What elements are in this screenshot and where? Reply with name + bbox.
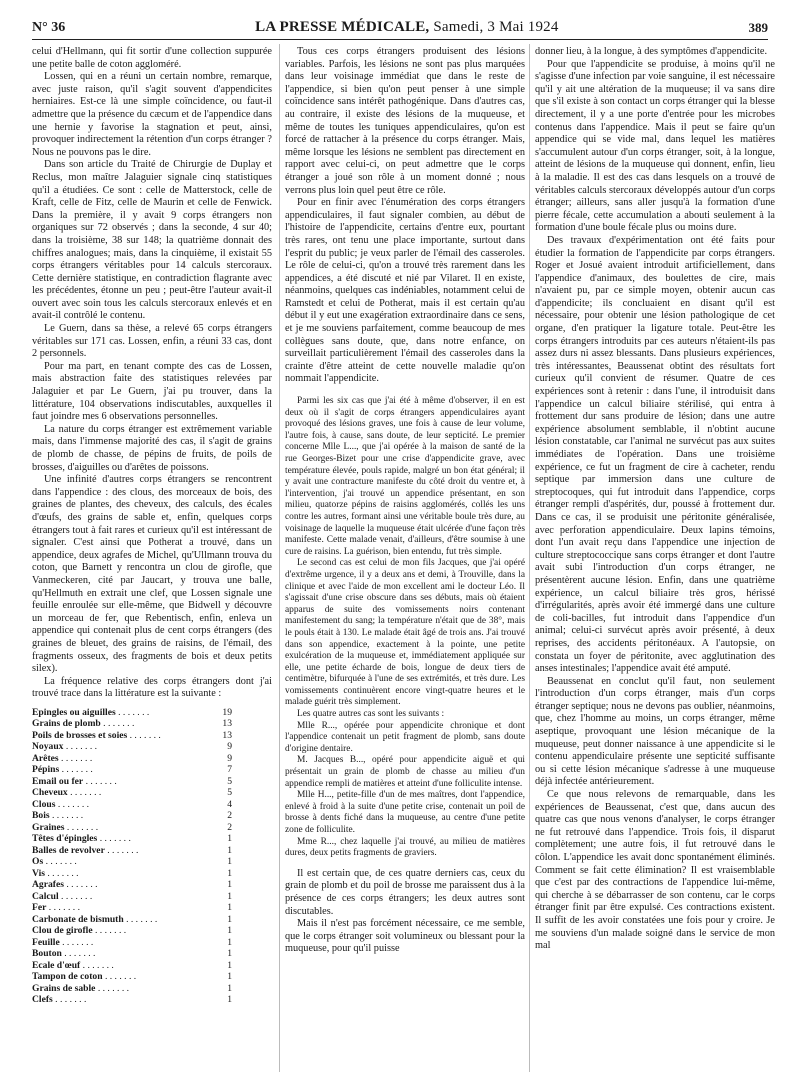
journal-title: LA PRESSE MÉDICALE, [255,19,430,35]
paragraph: La fréquence relative des corps étrangers dont j'ai trouvé trace dans la littérature est la suivante : [32,675,272,700]
table-cell-label: Noyaux . . . . . . . [32,741,98,753]
table-cell-label: Bouton . . . . . . . [32,948,96,960]
paragraph: Pour en finir avec l'énumération des corps étrangers appendiculaires, il faut signaler combien, au début de l'histoire de l'appendicite, certains d'entre eux, pourtant très rares, ont tenu une place importante, surtout dans l'esprit du public; je veux parler de l'émail des casseroles. Le rôle de celui-ci, qu'on a trouvé très rarement dans les appendices, a été discuté et nié par Vilaret. Il en existe, néanmoins, quelques cas indéniables, notamment celui de Ramstedt et celui de Potherat, mais il est certain qu'au début il y eut une exagération extraordinaire dans ce sens, et je me souviens parfaitement, comme beaucoup de mes collègues sans doute, que, dans notre enfance, on surveillait particulièrement l'émail des casseroles dans la crainte d'être atteint de cette nouvelle maladie qu'on nommait l'appendicite. [285,197,525,385]
table-cell-label: Os . . . . . . . [32,856,77,868]
table-cell-count: 1 [227,925,232,937]
leader-dots: . . . . . . . [58,890,93,902]
case-paragraph: Mlle R..., opérée pour appendicite chronique et dont l'appendice contenait un petit fragment de plomb, sans doute d'origine dentaire. [285,720,525,754]
paragraph: Des travaux d'expérimentation ont été faits pour étudier la formation de l'appendicite par corps étrangers. Roger et Josué avaient introduit artificiellement, dans l'appendice d'animaux, des boulettes de cire, mais n'avaient pu, par ce simple moyen, obtenir aucun cas d'appendicite; ils concluaient en disant qu'il est nécessaire, pour obtenir une lésion pathologique de cet organe, d'en pratiquer la ligature totale. Peut-être les corps étrangers introduits par ces auteurs n'étaient-ils pas assez durs ni assez blessants. Dans plusieurs expériences, très intéressantes, Beaussenat obtint des résultats fort curieux qu'il convient de résumer. Quatre de ces expériences sont à retenir : dans l'une, il introduisit dans l'appendice un calcul biliaire stérilisé, qui entra à frottement dur sans produire de lésion; dans une autre expérience absolument semblable, il n'obtint aucune lésion constatable, car l'animal ne survécut pas aux suites immédiates de l'opération. Dans une troisième expérience, ce fut un fragment de cire à cacheter, rendu septique par immersion dans une culture de streptocoques, qui fut introduit dans l'appendice, corps étranger rempli d'aspérités, dur, poussé à frottement dur. Dans ce cas, il se produisit une péritonite généralisée, avec perforation appendiculaire. Deux lapins témoins, dont l'un avait reçu dans l'appendice une injection de culture streptococcique sans corps étranger et dont l'autre avait subi l'introduction d'un corps étranger, ne présentèrent aucune lésion. Enfin, dans une quatrième expérience, un calcul biliaire très gros, hérissé d'irrégularités, après avoir été immergé dans une culture de coli-bacilles, fut introduit dans l'appendice d'un animal; celui-ci survécut après avoir présenté, à deux reprises, des accidents péritonéaux. A l'autopsie, on constata un foyer de péritonite, avec agglutination des anses intestinales; l'appendice avait été amputé. [535,234,775,675]
leader-dots: . . . . . . . [55,798,90,810]
table-cell-count: 1 [227,833,232,845]
case-paragraph: M. Jacques B..., opéré pour appendicite aiguë et qui présentait un grain de plomb de chasse au milieu d'un appendice rempli de matières et atteint d'une folliculite intense. [285,755,525,789]
column-right [535,46,775,953]
table-cell-count: 1 [227,879,232,891]
leader-dots: . . . . . . . [44,867,79,879]
table-cell-count: 7 [227,764,232,776]
table-cell-count: 1 [227,959,232,971]
table-cell-label: Tampon de coton . . . . . . . [32,971,137,983]
table-row [32,787,232,799]
table-row [32,776,232,788]
table-cell-count: 1 [227,913,232,925]
column-left [32,46,272,1006]
case-reports [285,396,525,860]
table-cell-count: 1 [227,948,232,960]
leader-dots: . . . . . . . [59,764,93,776]
paragraph: Mais il n'est pas forcément nécessaire, ce me semble, que le corps étranger soit volumineux ou blessant pour la muqueuse, pour qu'il puisse [285,918,525,955]
table-cell-label: Clous . . . . . . . [32,798,90,810]
leader-dots: . . . . . . . [80,959,114,971]
issue-number: N° 36 [32,20,66,35]
table-cell-label: Balles de revolver . . . . . . . [32,844,139,856]
table-cell-count: 13 [222,718,232,730]
paragraph: Une infinité d'autres corps étrangers se rencontrent dans l'appendice : des clous, des morceaux de bois, des graines de plantes, des cheveux, des calculs, des écales d'œufs, des grains de sable et, enfin, quelques corps étrangers tout à fait rares et curieux qu'il est intéressant de signaler. C'est ainsi que Potherat a trouvé, dans un appendice, deux agrafes de Michel, qu'Ullmann trouva du coton, que Barnett y rencontra un clou de girofle, que Vanmeckeren, cité par Jaucart, y trouva une balle, qu'Hellmuth en extrait une clef, que Lossen signale une feuille enroulée sur elle-même, que Bidwell y découvre un morceau de fer, que Rebentisch, enfin, enleva un appendice qui contenait plus de cent corps étrangers (des graines de bleuet, des grains de raisins, de l'émail, des fragments osseux, des fragments de bois et deux petits silex). [32,474,272,675]
leader-dots: . . . . . . . [52,994,87,1006]
table-cell-label: Graines . . . . . . . [32,821,99,833]
leader-dots: . . . . . . . [102,971,137,983]
table-cell-count: 1 [227,890,232,902]
leader-dots: . . . . . . . [127,729,161,741]
table-cell-label: Cheveux . . . . . . . [32,787,102,799]
table-cell-label: Pépins . . . . . . . [32,764,93,776]
table-row [32,983,232,995]
table-cell-count: 2 [227,810,232,822]
table-cell-count: 13 [222,729,232,741]
leader-dots: . . . . . . . [63,741,98,753]
table-row [32,833,232,845]
table-cell-label: Grains de sable . . . . . . . [32,982,130,994]
leader-dots: . . . . . . . [115,706,150,718]
paragraph: Dans son article du Traité de Chirurgie de Duplay et Reclus, mon maître Jalaguier signale cinq statistiques qu'il a étudiées. Ce sont : celle de Matterstock, celle de Kraft, celle de Fitz, celle de Maurin et celle de Fenwick. Dans la première, il y avait 9 corps étrangers non organiques sur 72 observés ; dans la seconde, 4 sur 40; dans la troisième, 38 sur 148; la quatrième donnait des chiffres analogues; mais, dans la cinquième, il existait 55 corps étrangers véritables pour 14 calculs stercoraux. Cette dernière statistique, en contradiction flagrante avec les précédentes, étonne un peu ; peut-être l'auteur avait-il ouvert avec soin tous les calculs stercoraux enlevés et en avait-il contrôlé le contenu. [32,159,272,322]
table-cell-label: Carbonate de bismuth . . . . . . . [32,913,158,925]
table-cell-label: Ecale d'œuf . . . . . . . [32,959,114,971]
table-cell-label: Grains de plomb . . . . . . . [32,718,135,730]
paragraph: La nature du corps étranger est extrêmement variable mais, dans l'immense majorité des cas, il s'agit de grains de plomb de chasse, de pépins de fruits, de poils de brosses, d'aiguilles ou d'arêtes de poissons. [32,423,272,473]
table-cell-count: 4 [227,798,232,810]
table-row [32,914,232,926]
leader-dots: . . . . . . . [64,821,99,833]
table-row [32,925,232,937]
table-row [32,971,232,983]
table-cell-count: 1 [227,994,232,1006]
case-paragraph: Mme R..., chez laquelle j'ai trouvé, au milieu de matières dures, deux petits fragments de graviers. [285,836,525,859]
table-row [32,994,232,1006]
table-cell-count: 1 [227,844,232,856]
paragraph: Ce que nous relevons de remarquable, dans les expériences de Beaussenat, c'est que, dans aucun des quatre cas que nous venons d'analyser, le corps étranger ne fut retrouvé dans l'appendice. Trois fois, il disparut complètement; une autre fois, il fut retrouvé dans le côlon. L'appendice les avait donc spontanément éliminés. Comment se fait cette élimination? Il est vraisemblable que c'est par des contractions de l'appendice lui-même, qui cherche à se débarrasser de son contenu, car le corps étranger finit par être expulsé. Ces contractions existent. Il suffit de les avoir constatées une fois pour y croire. Je me souviens d'un malade soigné dans le service de mon mal [535,789,775,952]
leader-dots: . . . . . . . [123,913,158,925]
table-row [32,948,232,960]
table-cell-label: Poils de brosses et soies . . . . . . . [32,729,161,741]
table-row [32,902,232,914]
table-row [32,741,232,753]
table-cell-label: Arêtes . . . . . . . [32,752,93,764]
table-cell-label: Feuille . . . . . . . [32,936,94,948]
table-cell-label: Têtes d'épingles . . . . . . . [32,833,131,845]
paragraph: donner lieu, à la longue, à des symptômes d'appendicite. [535,46,768,57]
leader-dots: . . . . . . . [92,925,127,937]
table-row [32,753,232,765]
paragraph: celui d'Hellmann, qui fit sortir d'une collection suppurée une petite balle de coton aggloméré. [32,46,272,70]
table-cell-label: Bois . . . . . . . [32,810,84,822]
paragraph: Tous ces corps étrangers produisent des lésions variables. Parfois, les lésions ne sont pas plus marquées dans leur voisinage immédiat que dans le reste de l'appendice, si bien qu'on peut penser à une simple coïncidence sans intérêt pathogénique. Dans d'autres cas, au contraire, il existe des lésions de la muqueuse, et même de toutes les tuniques appendiculaires, qu'on est forcé de rattacher à la présence du corps étranger. Mais, même lorsque les lésions ne semblent pas directement en rapport avec celui-ci, on peut admettre que le corps étranger a joué son rôle à un moment donné ; nous verrons plus loin quel peut être ce rôle. [285,46,525,196]
leader-dots: . . . . . . . [43,856,77,868]
paragraph: Beaussenat en conclut qu'il faut, non seulement l'introduction d'un corps étranger, mais d'un corps étranger septique; nous ne devons pas oublier, néanmoins, que, chez l'homme au moins, un corps étranger, même aseptique, provoquant une lésion mécanique de la muqueuse, peut donner naissance à une appendicite si le contenu appendiculaire présente une septicité suffisante ou si cette lésion mécanique s'adresse à une muqueuse déjà infectée antérieurement. [535,675,775,788]
table-cell-count: 1 [227,982,232,994]
leader-dots: . . . . . . . [67,787,102,799]
leader-dots: . . . . . . . [61,948,96,960]
table-cell-label: Calcul . . . . . . . [32,890,93,902]
table-cell-count: 1 [227,936,232,948]
table-cell-label: Email ou fer . . . . . . . [32,775,117,787]
table-row [32,937,232,949]
table-cell-count: 1 [227,856,232,868]
leader-dots: . . . . . . . [104,844,139,856]
table-cell-label: Clefs . . . . . . . [32,994,87,1006]
table-row [32,764,232,776]
leader-dots: . . . . . . . [100,718,135,730]
page-number: 389 [748,20,768,35]
issue-date: Samedi, 3 Mai 1924 [433,19,559,35]
table-row [32,856,232,868]
leader-dots: . . . . . . . [95,982,130,994]
case-paragraph: Les quatre autres cas sont les suivants : [297,709,445,720]
table-row [32,891,232,903]
case-paragraph: Mlle H..., petite-fille d'un de mes maîtres, dont l'appendice, enlevé à froid à la suite d'une petite crise, contenait un poil de brosse à dents fiché dans la muqueuse, au centre d'une petite zone de folliculite. [285,790,525,835]
table-cell-label: Clou de girofle . . . . . . . [32,925,127,937]
table-cell-label: Fer . . . . . . . [32,902,80,914]
table-row [32,707,232,719]
table-row [32,730,232,742]
table-cell-label: Epingles ou aiguilles . . . . . . . [32,706,150,718]
table-cell-count: 9 [227,741,232,753]
leader-dots: . . . . . . . [58,752,93,764]
table-row [32,810,232,822]
table-cell-count: 5 [227,787,232,799]
paragraph: Pour que l'appendicite se produise, à moins qu'il ne s'agisse d'une infection par voie sanguine, il est nécessaire qu'il y ait une altération de la muqueuse; il va sans dire que s'il existe à son contact un corps étranger qui la blesse directement, il y a une porte d'entrée pour les microbes contenus dans l'appendice. Mais il peut se faire qu'un appendice qui se vide mal, dans lequel les matières s'accumulent autour d'un corps étranger, soit, à la longue, atteint de lésions de la muqueuse qui donnent, enfin, lieu à la maladie. Il est des cas dans lesquels on a trouvé de véritables calculs stercoraux développés autour d'un corps étranger; ailleurs, sans aller jusqu'à la formation d'une pierre fécale, cette accumulation a abouti seulement à la formation d'une boule fécale plus ou moins dure. [535,58,775,234]
case-paragraph: Le second cas est celui de mon fils Jacques, que j'ai opéré d'extrême urgence, il y a deux ans et demi, à Trouville, dans la clinique et avec l'aide de mon excellent ami le docteur Léo. Il s'agissait d'une crise obscure dans ses débuts, mais où étaient apparus de suite des vomissements noirs contenant manifestement du sang; la température n'était que de 38°, mais le pouls était à 130. Le malade était âgé de trois ans. J'ai trouvé dans son appendice, exactement à la pointe, une petite exulcération de la muqueuse et, immédiatement appliquée sur elle, une petite écharde de bois, longue de deux tiers de centimètre, bifurquée à l'une de ses extrémités, et très dure. Les vomissements continuèrent encore vingt-quatre heures et le malade guérit très simplement. [285,558,525,708]
paragraph: Pour ma part, en tenant compte des cas de Lossen, mais abstraction faite des statistiques relevées par Jalaguier et par Le Guern, j'ai pu trouver, dans la littérature, 104 observations indiscutables, auxquelles il faut joindre mes 6 observations personnelles. [32,360,272,423]
paragraph: Lossen, qui en a réuni un certain nombre, remarque, avec juste raison, qu'il s'agit souvent d'appendicites herniaires. Est-ce là une simple coïncidence, ou faut-il admettre que la présence du cæcum et de l'appendice dans une hernie y favorise la stagnation et peut, ainsi, provoquer indirectement la rétention d'un corps étranger ? Nous ne pouvons pas le dire. [32,71,272,158]
table-row [32,799,232,811]
table-cell-label: Vis . . . . . . . [32,867,79,879]
table-row [32,868,232,880]
table-cell-label: Agrafes . . . . . . . [32,879,98,891]
table-cell-count: 9 [227,752,232,764]
leader-dots: . . . . . . . [63,879,98,891]
leader-dots: . . . . . . . [49,810,84,822]
table-row [32,822,232,834]
table-row [32,879,232,891]
table-cell-count: 5 [227,775,232,787]
table-row [32,845,232,857]
leader-dots: . . . . . . . [46,902,80,914]
column-divider [279,44,280,1072]
table-cell-count: 2 [227,821,232,833]
paragraph: Le Guern, dans sa thèse, a relevé 65 corps étrangers véritables sur 171 cas. Lossen, enfin, a réuni 33 cas, dont 2 personnels. [32,323,272,360]
page-header [32,14,768,40]
column-divider [529,44,530,1072]
table-cell-count: 19 [222,706,232,718]
table-cell-count: 1 [227,867,232,879]
table-cell-count: 1 [227,902,232,914]
column-middle [285,46,525,956]
leader-dots: . . . . . . . [97,833,131,845]
journal-masthead [255,19,558,36]
table-cell-count: 1 [227,971,232,983]
table-row [32,960,232,972]
leader-dots: . . . . . . . [83,775,117,787]
leader-dots: . . . . . . . [59,936,94,948]
case-paragraph: Parmi les six cas que j'ai été à même d'observer, il en est deux où il s'agit de corps étrangers appendiculaires ayant provoqué des lésions graves, une fois à cause de leur volume, l'autre fois, à cause, sans doute, de leur septicité. Le premier concerne Mlle L..., que j'ai opérée à la maison de santé de la rue Georges-Bizet pour une crise d'appendicite grave, avec température élevée, pouls rapide, malgré un bon état général; il y avait une contracture manifeste du côté droit du ventre et, à l'intervention, j'ai trouvé un appendice présentant, en son milieu, quatorze pépins de raisins agglomérés, collés les uns contre les autres, formant ainsi une véritable boule très dure, au voisinage de laquelle la muqueuse était ulcérée d'une façon très manifeste. Cette malade venait, d'ailleurs, d'être soumise à une cure de raisins. La guérison, bien entendu, fut très simple. [285,396,525,557]
frequency-table [32,707,232,1006]
table-row [32,718,232,730]
paragraph: Il est certain que, de ces quatre derniers cas, ceux du grain de plomb et du poil de brosse me paraissent dus à la présence de ces corps étrangers; les deux autres sont discutables. [285,867,525,917]
